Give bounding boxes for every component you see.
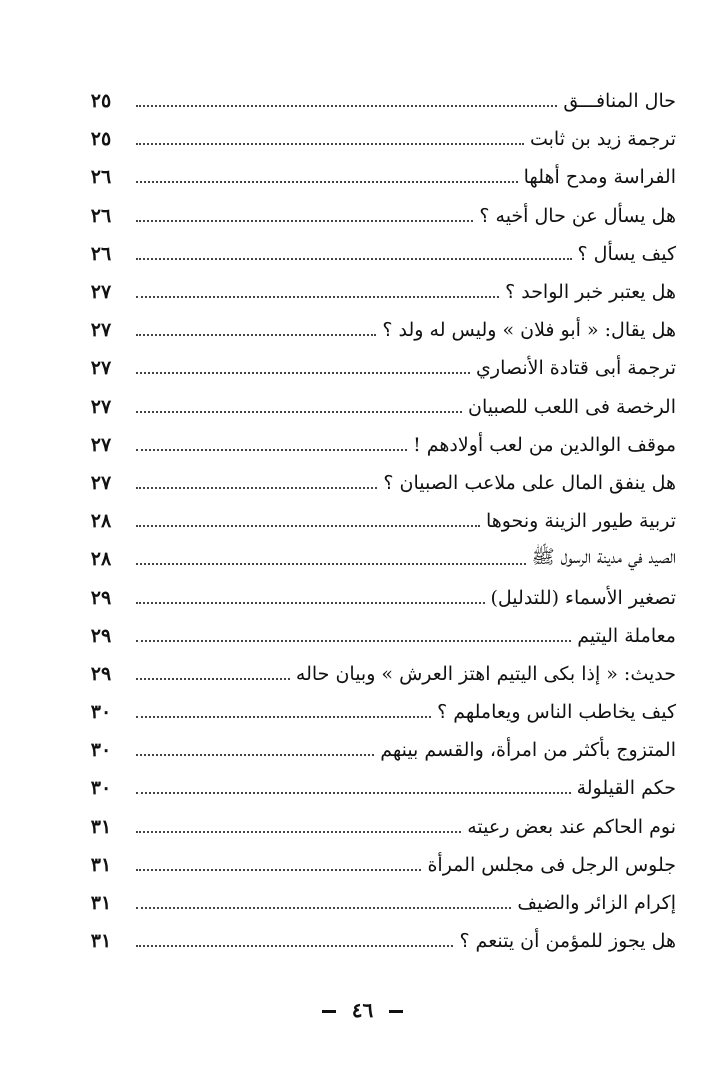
toc-entry-page: ٣٠ — [90, 701, 112, 724]
toc-entry-title: هل يعتبر خبر الواحد ؟ — [505, 281, 676, 304]
toc-entry-page: ٣٠ — [90, 739, 112, 762]
toc-entry-page: ٣١ — [90, 930, 112, 953]
dot-leader — [136, 449, 407, 451]
toc-entry — [84, 426, 676, 464]
dot-leader — [136, 372, 470, 374]
toc-entry-title: هل يجوز للمؤمن أن يتنعم ؟ — [459, 930, 676, 953]
toc-entry-title: ترجمة زيد بن ثابت — [529, 128, 676, 151]
toc-entry-page: ٢٦ — [90, 242, 112, 265]
toc-entry-title: الرخصة فى اللعب للصبيان — [468, 395, 676, 418]
toc-entry-page: ٣١ — [90, 892, 112, 915]
toc-entry — [84, 540, 676, 578]
toc-entry — [84, 617, 676, 655]
toc-entry-title: هل يقال: « أبو فلان » وليس له ولد ؟ — [382, 319, 676, 342]
toc-entry — [84, 731, 676, 769]
toc-entry — [84, 197, 676, 235]
dot-leader — [136, 678, 290, 680]
toc-entry-title: هل يسأل عن حال أخيه ؟ — [479, 204, 676, 227]
toc-entry-title: نوم الحاكم عند بعض رعيته — [467, 815, 676, 838]
dot-leader — [136, 602, 485, 604]
dot-leader — [136, 258, 572, 260]
toc-entry — [84, 311, 676, 349]
toc-entry-page: ٢٦ — [90, 204, 112, 227]
toc-entry-page: ٢٨ — [90, 548, 112, 571]
toc-entry — [84, 120, 676, 158]
dot-leader — [136, 296, 499, 298]
dot-leader — [136, 525, 480, 527]
page-footer — [0, 998, 725, 1022]
toc-entry — [84, 388, 676, 426]
toc-entry-title: موقف الوالدين من لعب أولادهم ! — [413, 433, 676, 456]
toc-entry-page: ٢٨ — [90, 510, 112, 533]
toc-entry-title: جلوس الرجل فى مجلس المرأة — [427, 853, 676, 876]
toc-entry-page: ٢٩ — [90, 624, 112, 647]
toc-entry-title: الفراسة ومدح أهلها — [523, 166, 676, 189]
toc-entry-page: ٢٧ — [90, 281, 112, 304]
dot-leader — [136, 105, 557, 107]
toc-entry — [84, 655, 676, 693]
dot-leader — [136, 945, 453, 947]
toc-entry-page: ٢٥ — [90, 128, 112, 151]
toc-entry-page: ٣٠ — [90, 777, 112, 800]
toc-entry — [84, 235, 676, 273]
toc-entry-page: ٢٧ — [90, 433, 112, 456]
toc-entry-page: ٣١ — [90, 815, 112, 838]
toc-entry-title: الصيد في مدينة الرسول ﷺ — [531, 546, 676, 569]
toc-entry — [84, 769, 676, 807]
toc-entry-title: إكرام الزائر والضيف — [517, 892, 676, 915]
footer-dash — [322, 1010, 336, 1013]
dot-leader — [136, 792, 571, 794]
dot-leader — [136, 869, 421, 871]
table-of-contents — [84, 82, 676, 960]
toc-entry-title: المتزوج بأكثر من امرأة، والقسم بينهم — [380, 739, 676, 762]
toc-entry — [84, 158, 676, 196]
toc-entry-page: ٢٧ — [90, 395, 112, 418]
dot-leader — [136, 640, 571, 642]
dot-leader — [136, 220, 473, 222]
toc-entry-title: هل ينفق المال على ملاعب الصبيان ؟ — [383, 471, 676, 494]
toc-entry — [84, 922, 676, 960]
dot-leader — [136, 831, 461, 833]
toc-entry-title: كيف يسأل ؟ — [577, 242, 676, 265]
dot-leader — [136, 143, 524, 145]
toc-entry-title: ترجمة أبى قتادة الأنصاري — [476, 357, 676, 380]
toc-entry-page: ٢٩ — [90, 662, 112, 685]
dot-leader — [136, 411, 462, 413]
dot-leader — [136, 487, 377, 489]
dot-leader — [136, 754, 374, 756]
toc-entry-page: ٢٧ — [90, 471, 112, 494]
toc-entry — [84, 846, 676, 884]
toc-entry — [84, 693, 676, 731]
toc-entry — [84, 349, 676, 387]
toc-entry — [84, 273, 676, 311]
dot-leader — [136, 334, 376, 336]
toc-entry-page: ٢٧ — [90, 319, 112, 342]
footer-dash — [389, 1010, 403, 1013]
toc-entry-page: ٢٥ — [90, 90, 112, 113]
toc-entry-page: ٣١ — [90, 853, 112, 876]
toc-entry-title: كيف يخاطب الناس ويعاملهم ؟ — [437, 701, 676, 724]
toc-entry-title: حال المنافـــق — [563, 90, 676, 113]
toc-entry — [84, 502, 676, 540]
toc-entry — [84, 808, 676, 846]
dot-leader — [136, 181, 518, 183]
dot-leader — [136, 907, 511, 909]
dot-leader — [136, 563, 526, 565]
toc-entry-title: تصغير الأسماء (للتدليل) — [490, 586, 676, 609]
toc-entry — [84, 884, 676, 922]
page-number: ٤٦ — [351, 998, 374, 1022]
toc-entry — [84, 82, 676, 120]
toc-entry-page: ٢٩ — [90, 586, 112, 609]
toc-entry — [84, 464, 676, 502]
toc-entry-title: معاملة اليتيم — [577, 624, 676, 647]
toc-entry-page: ٢٧ — [90, 357, 112, 380]
toc-entry-title: حكم القيلولة — [576, 777, 676, 800]
toc-entry — [84, 578, 676, 616]
toc-entry-title: تربية طيور الزينة ونحوها — [485, 510, 676, 533]
dot-leader — [136, 716, 431, 718]
toc-entry-title: حديث: « إذا بكى اليتيم اهتز العرش » وبيان حاله — [295, 662, 676, 685]
toc-entry-page: ٢٦ — [90, 166, 112, 189]
